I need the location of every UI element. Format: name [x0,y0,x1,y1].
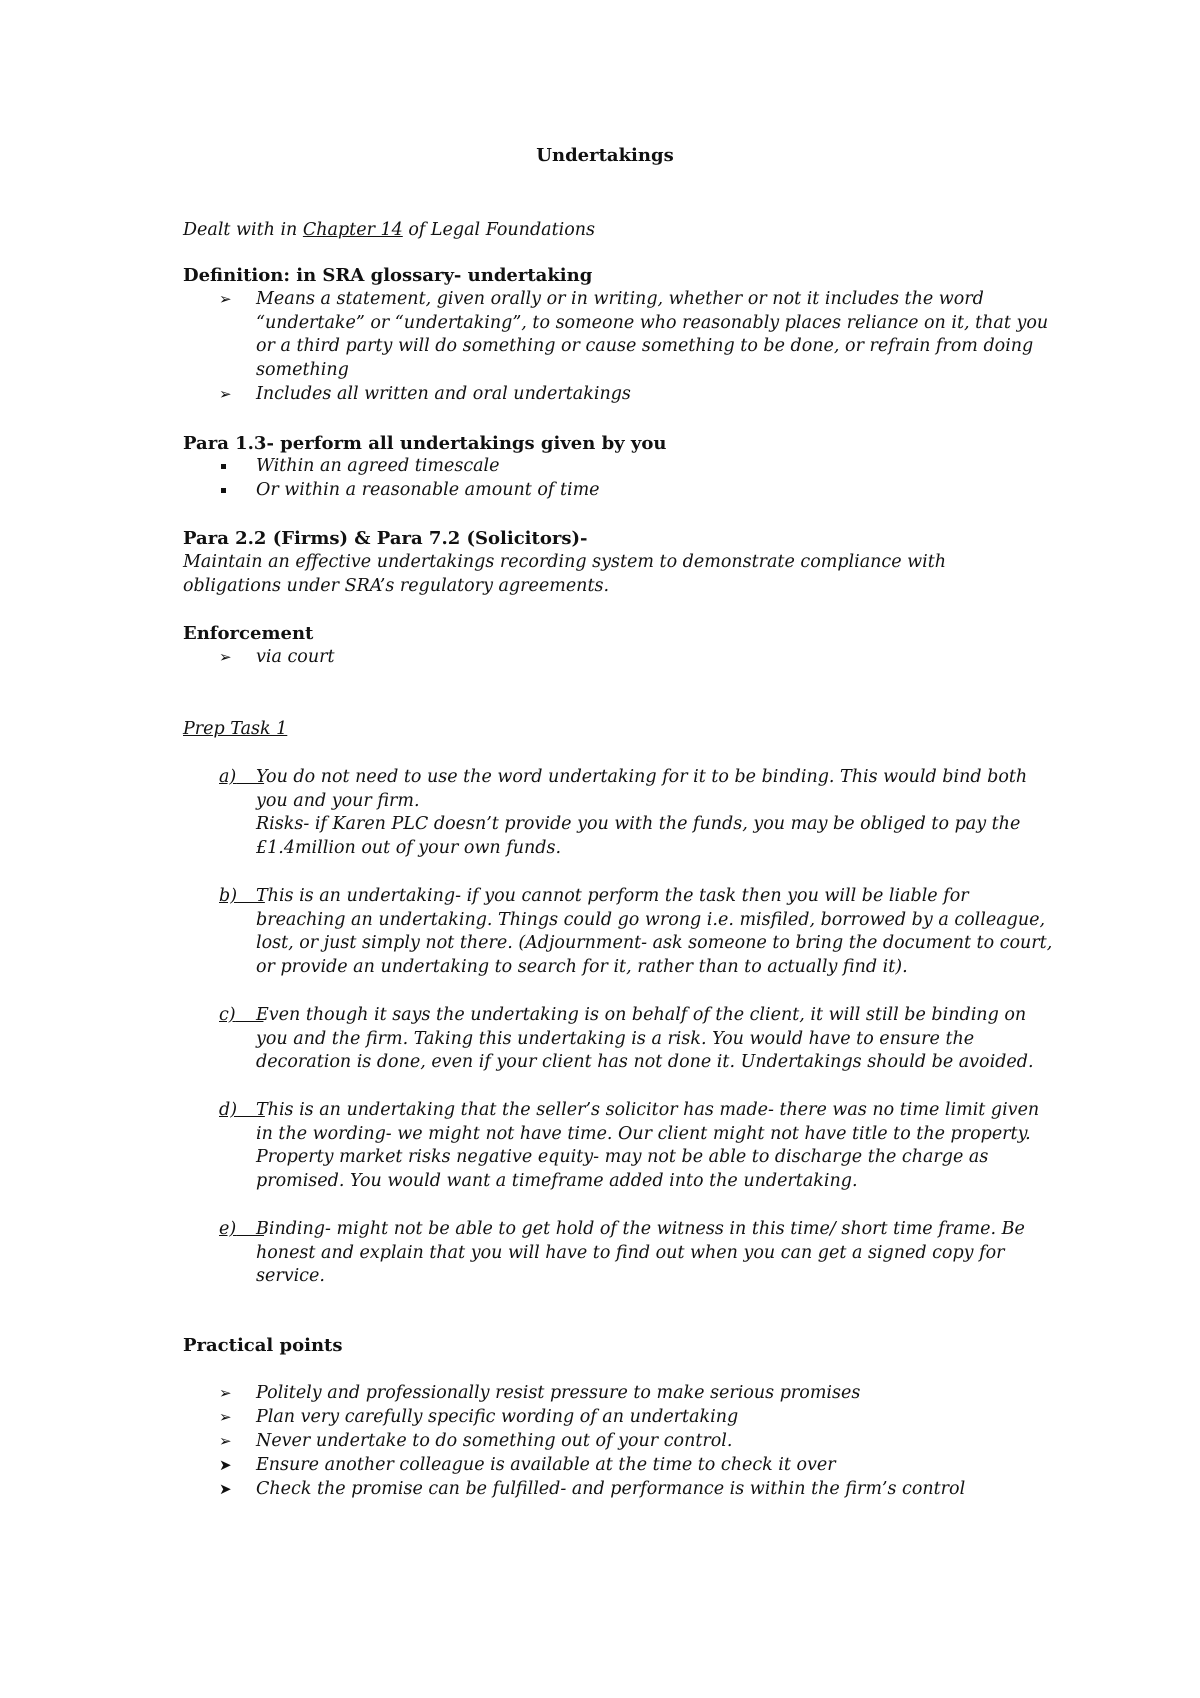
arrow-bullet-icon: ➢ [219,1408,232,1426]
intro-line [183,219,1083,243]
prep-item-b-line-1: This is an undertaking- if you cannot perform the task then you will be liable for breaching an undertaking. Things could go wrong i.e. misfiled, borrowed by a colleague, lost, or just simply not there. (Adjournment- ask someone to bring the document to court, or provide an undertaking to search for it, rather than to actually find it). [256,886,1053,977]
arrow-bullet-icon: ➢ [219,648,232,666]
intro-suffix: of Legal Foundations [402,220,596,240]
practical-bullet-1: Politely and professionally resist pressure to make serious promises [256,1383,861,1403]
para13-bullet-2: Or within a reasonable amount of time [256,480,600,500]
prep-item-b [256,885,1056,979]
para13-heading: Para 1.3- perform all undertakings given by you [183,433,667,454]
prep-item-e-line-1: Binding- might not be able to get hold of the witness in this time/ short time frame. Be honest and explain that you will have to find out when you can get a signed copy for service. [256,1219,1025,1286]
definition-bullet-2: Includes all written and oral undertakings [256,384,631,404]
para22-heading: Para 2.2 (Firms) & Para 7.2 (Solicitors)- [183,528,588,549]
prep-item-d-line-1: This is an undertaking that the seller’s solicitor has made- there was no time limit given in the wording- we might not have time. Our client might not have title to the property. Property market risks negative equity- may not be able to discharge the charge as promised. You would want a timeframe added into the undertaking. [256,1100,1040,1191]
practical-bullet-5: Check the promise can be fulfilled- and performance is within the firm’s control [256,1479,966,1499]
arrow-bullet-icon: ➢ [219,385,232,403]
prep-item-c-line-1: Even though it says the undertaking is on behalf of the client, it will still be binding on you and the firm. Taking this undertaking is a risk. You would have to ensure the decoration is done, even if your client has not done it. Undertakings should be avoided. [256,1005,1034,1072]
prep-item-e [256,1218,1056,1289]
square-bullet-icon [221,488,226,493]
arrow-bullet-icon: ➢ [219,290,232,308]
prep-item-a-line-1: You do not need to use the word undertaking for it to be binding. This would bind both you and your firm. [256,767,1028,811]
square-bullet-icon [221,464,226,469]
arrow-bullet-icon: ➤ [219,1456,232,1474]
para22-text: Maintain an effective undertakings recording system to demonstrate compliance with obligations under SRA’s regulatory agreements. [183,552,947,596]
intro-prefix: Dealt with in [183,220,303,240]
chapter-link[interactable]: Chapter 14 [302,220,403,240]
practical-bullet-3: Never undertake to do something out of your control. [256,1431,733,1451]
definition-bullet-1: Means a statement, given orally or in writing, whether or not it includes the word “undertake” or “undertaking”, to someone who reasonably places reliance on it, that you or a third party will do something or cause something to be done, or refrain from doing something [256,289,1049,380]
practical-bullet-4: Ensure another colleague is available at the time to check it over [256,1455,836,1475]
prep-item-c [256,1004,1056,1075]
definition-heading: Definition: in SRA glossary- undertaking [183,265,593,286]
prep-item-b-label: b) [219,886,238,906]
prep-item-d [256,1099,1056,1193]
prep-item-a-line-2: Risks- if Karen PLC doesn’t provide you with the funds, you may be obliged to pay the £1.4million out of your own funds. [256,814,1021,858]
enforcement-heading: Enforcement [183,623,314,644]
arrow-bullet-icon: ➢ [219,1432,232,1450]
para13-bullet-1: Within an agreed timescale [256,456,500,476]
prep-item-a [256,766,1056,860]
prep-item-a-label: a) [219,767,237,787]
practical-bullet-2: Plan very carefully specific wording of an undertaking [256,1407,739,1427]
enforcement-bullet-1: via court [256,647,335,667]
prep-task-heading: Prep Task 1 [183,719,288,739]
prep-item-d-label: d) [219,1100,238,1120]
prep-item-c-label: c) [219,1005,236,1025]
arrow-bullet-icon: ➢ [219,1384,232,1402]
arrow-bullet-icon: ➤ [219,1480,232,1498]
practical-heading: Practical points [183,1335,343,1356]
prep-item-e-label: e) [219,1219,237,1239]
document-title: Undertakings [536,145,674,166]
